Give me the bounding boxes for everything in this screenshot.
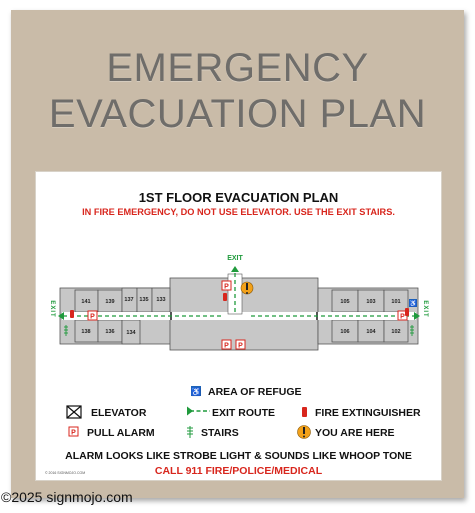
fire-extinguisher-icon xyxy=(302,407,307,417)
stairs-icon xyxy=(187,426,193,438)
room-label-105: 105 xyxy=(340,299,350,305)
pull-alarm-icon xyxy=(69,427,78,437)
elevator-icon xyxy=(67,406,81,418)
elevator-warning: IN FIRE EMERGENCY, DO NOT USE ELEVATOR. USE THE EXIT STAIRS. xyxy=(82,207,395,217)
legend-pull-alarm-mark: P xyxy=(71,429,76,437)
exit-route-icon xyxy=(187,407,210,416)
pull-alarm-south-a: P xyxy=(224,342,229,350)
sign-heading-line1: EMERGENCY xyxy=(106,46,369,90)
pull-alarm-south-b: P xyxy=(238,342,243,350)
floor-plan-panel xyxy=(35,171,442,481)
room-label-138: 138 xyxy=(81,329,91,335)
room-label-103: 103 xyxy=(366,299,376,305)
legend-pull-alarm: PULL ALARM xyxy=(87,427,155,439)
exit-arrow-north xyxy=(231,266,239,272)
legend-area-of-refuge: AREA OF REFUGE xyxy=(208,386,302,398)
room-label-139: 139 xyxy=(105,299,115,305)
exit-label-top: EXIT xyxy=(227,255,243,262)
floor-plan-title: 1ST FLOOR EVACUATION PLAN xyxy=(138,190,339,205)
room-label-104: 104 xyxy=(366,329,376,335)
room-label-135: 135 xyxy=(139,297,149,303)
exit-label-left: EXIT xyxy=(49,300,55,318)
legend-area-of-refuge-icon xyxy=(191,386,201,397)
alarm-note: ALARM LOOKS LIKE STROBE LIGHT & SOUNDS LIKE WHOOP TONE xyxy=(65,450,412,462)
room-label-106: 106 xyxy=(340,329,350,335)
pull-alarm-west: P xyxy=(90,313,95,321)
legend-stairs: STAIRS xyxy=(201,427,239,439)
pull-alarm-north: P xyxy=(224,283,229,291)
room-label-137: 137 xyxy=(124,297,134,303)
legend-elevator: ELEVATOR xyxy=(91,407,147,419)
area-of-refuge-marker xyxy=(409,299,417,308)
room-label-101: 101 xyxy=(391,299,401,305)
room-label-136: 136 xyxy=(105,329,115,335)
emergency-call-note: CALL 911 FIRE/POLICE/MEDICAL xyxy=(154,465,323,477)
you-are-here-icon xyxy=(298,426,311,439)
copyright-notice: ©2025 signmojo.com xyxy=(1,489,133,505)
pull-alarm-east: P xyxy=(400,313,405,321)
legend-fire-extinguisher: FIRE EXTINGUISHER xyxy=(315,407,421,419)
svg-text:♿: ♿ xyxy=(408,300,418,308)
svg-text:♿: ♿ xyxy=(191,387,201,397)
room-label-102: 102 xyxy=(391,329,401,335)
exit-label-right: EXIT xyxy=(422,300,428,318)
evacuation-sign xyxy=(11,10,464,498)
legend-you-are-here: YOU ARE HERE xyxy=(315,427,395,439)
room-label-141: 141 xyxy=(81,299,91,305)
you-are-here-marker xyxy=(241,282,253,294)
room-label-134: 134 xyxy=(126,330,136,336)
fine-print: © 2016 SIGNMOJO.COM xyxy=(45,471,86,475)
room-label-133: 133 xyxy=(156,297,166,303)
sign-heading-line2: EVACUATION PLAN xyxy=(48,92,427,136)
legend-exit-route: EXIT ROUTE xyxy=(212,407,276,419)
